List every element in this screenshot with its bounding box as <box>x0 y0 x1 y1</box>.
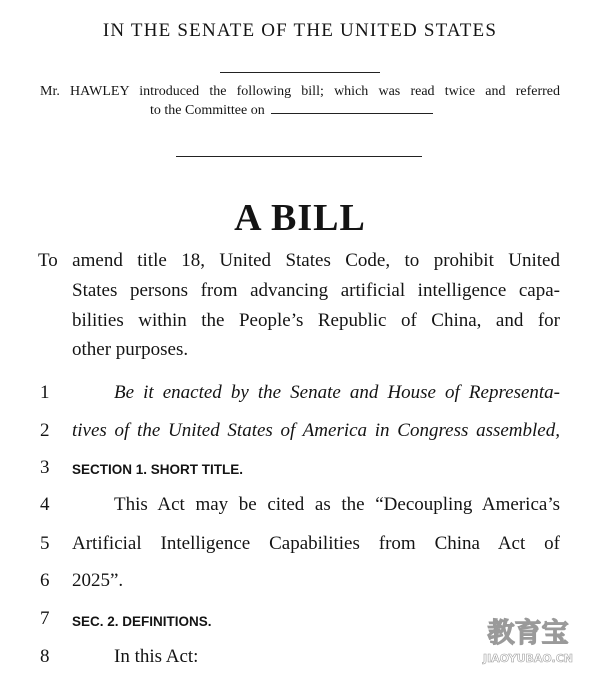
bill-title-line: To amend title 18, United States Code, to prohibit United <box>38 250 560 271</box>
bill-title-line: bilities within the People’s Republic of China, and for <box>72 310 560 331</box>
section-heading: SEC. 2. DEFINITIONS. <box>72 614 212 629</box>
intro-text-2: to the Committee on <box>150 103 265 118</box>
line-number: 5 <box>40 533 50 554</box>
enacting-clause-line: tives of the United States of America in Congress assembled, <box>72 420 560 441</box>
divider-short <box>220 72 380 73</box>
line-number: 6 <box>40 570 50 591</box>
watermark-logo <box>472 612 584 672</box>
line-number: 8 <box>40 646 50 667</box>
bill-title-line: other purposes. <box>72 339 189 360</box>
line-number: 2 <box>40 420 50 441</box>
watermark-url: JIAOYUBAO.CN <box>482 652 574 665</box>
line-number: 4 <box>40 494 50 515</box>
intro-line-2 <box>150 101 560 120</box>
section-text-line: This Act may be cited as the “Decoupling America’s <box>114 494 560 515</box>
watermark-chinese: 教育宝 <box>487 618 569 649</box>
section-text-line: In this Act: <box>114 646 199 667</box>
committee-blank <box>271 101 433 114</box>
bill-heading: A BILL <box>234 197 366 239</box>
line-number: 7 <box>40 608 50 629</box>
section-heading: SECTION 1. SHORT TITLE. <box>72 462 244 477</box>
divider-long <box>176 156 422 157</box>
section-text-line: Artificial Intelligence Capabilities from China Act of <box>72 533 560 554</box>
bill-title-line: States persons from advancing artificial intelligence capa- <box>72 280 560 301</box>
intro-text-1: Mr. HAWLEY introduced the following bill; which was read twice and referred <box>40 84 560 99</box>
section-text-line: 2025”. <box>72 570 124 591</box>
line-number: 3 <box>40 457 50 478</box>
intro-line-1 <box>40 83 560 101</box>
chamber-heading: IN THE SENATE OF THE UNITED STATES <box>102 20 498 41</box>
enacting-clause-line: Be it enacted by the Senate and House of Representa- <box>114 382 560 403</box>
line-number: 1 <box>40 382 50 403</box>
